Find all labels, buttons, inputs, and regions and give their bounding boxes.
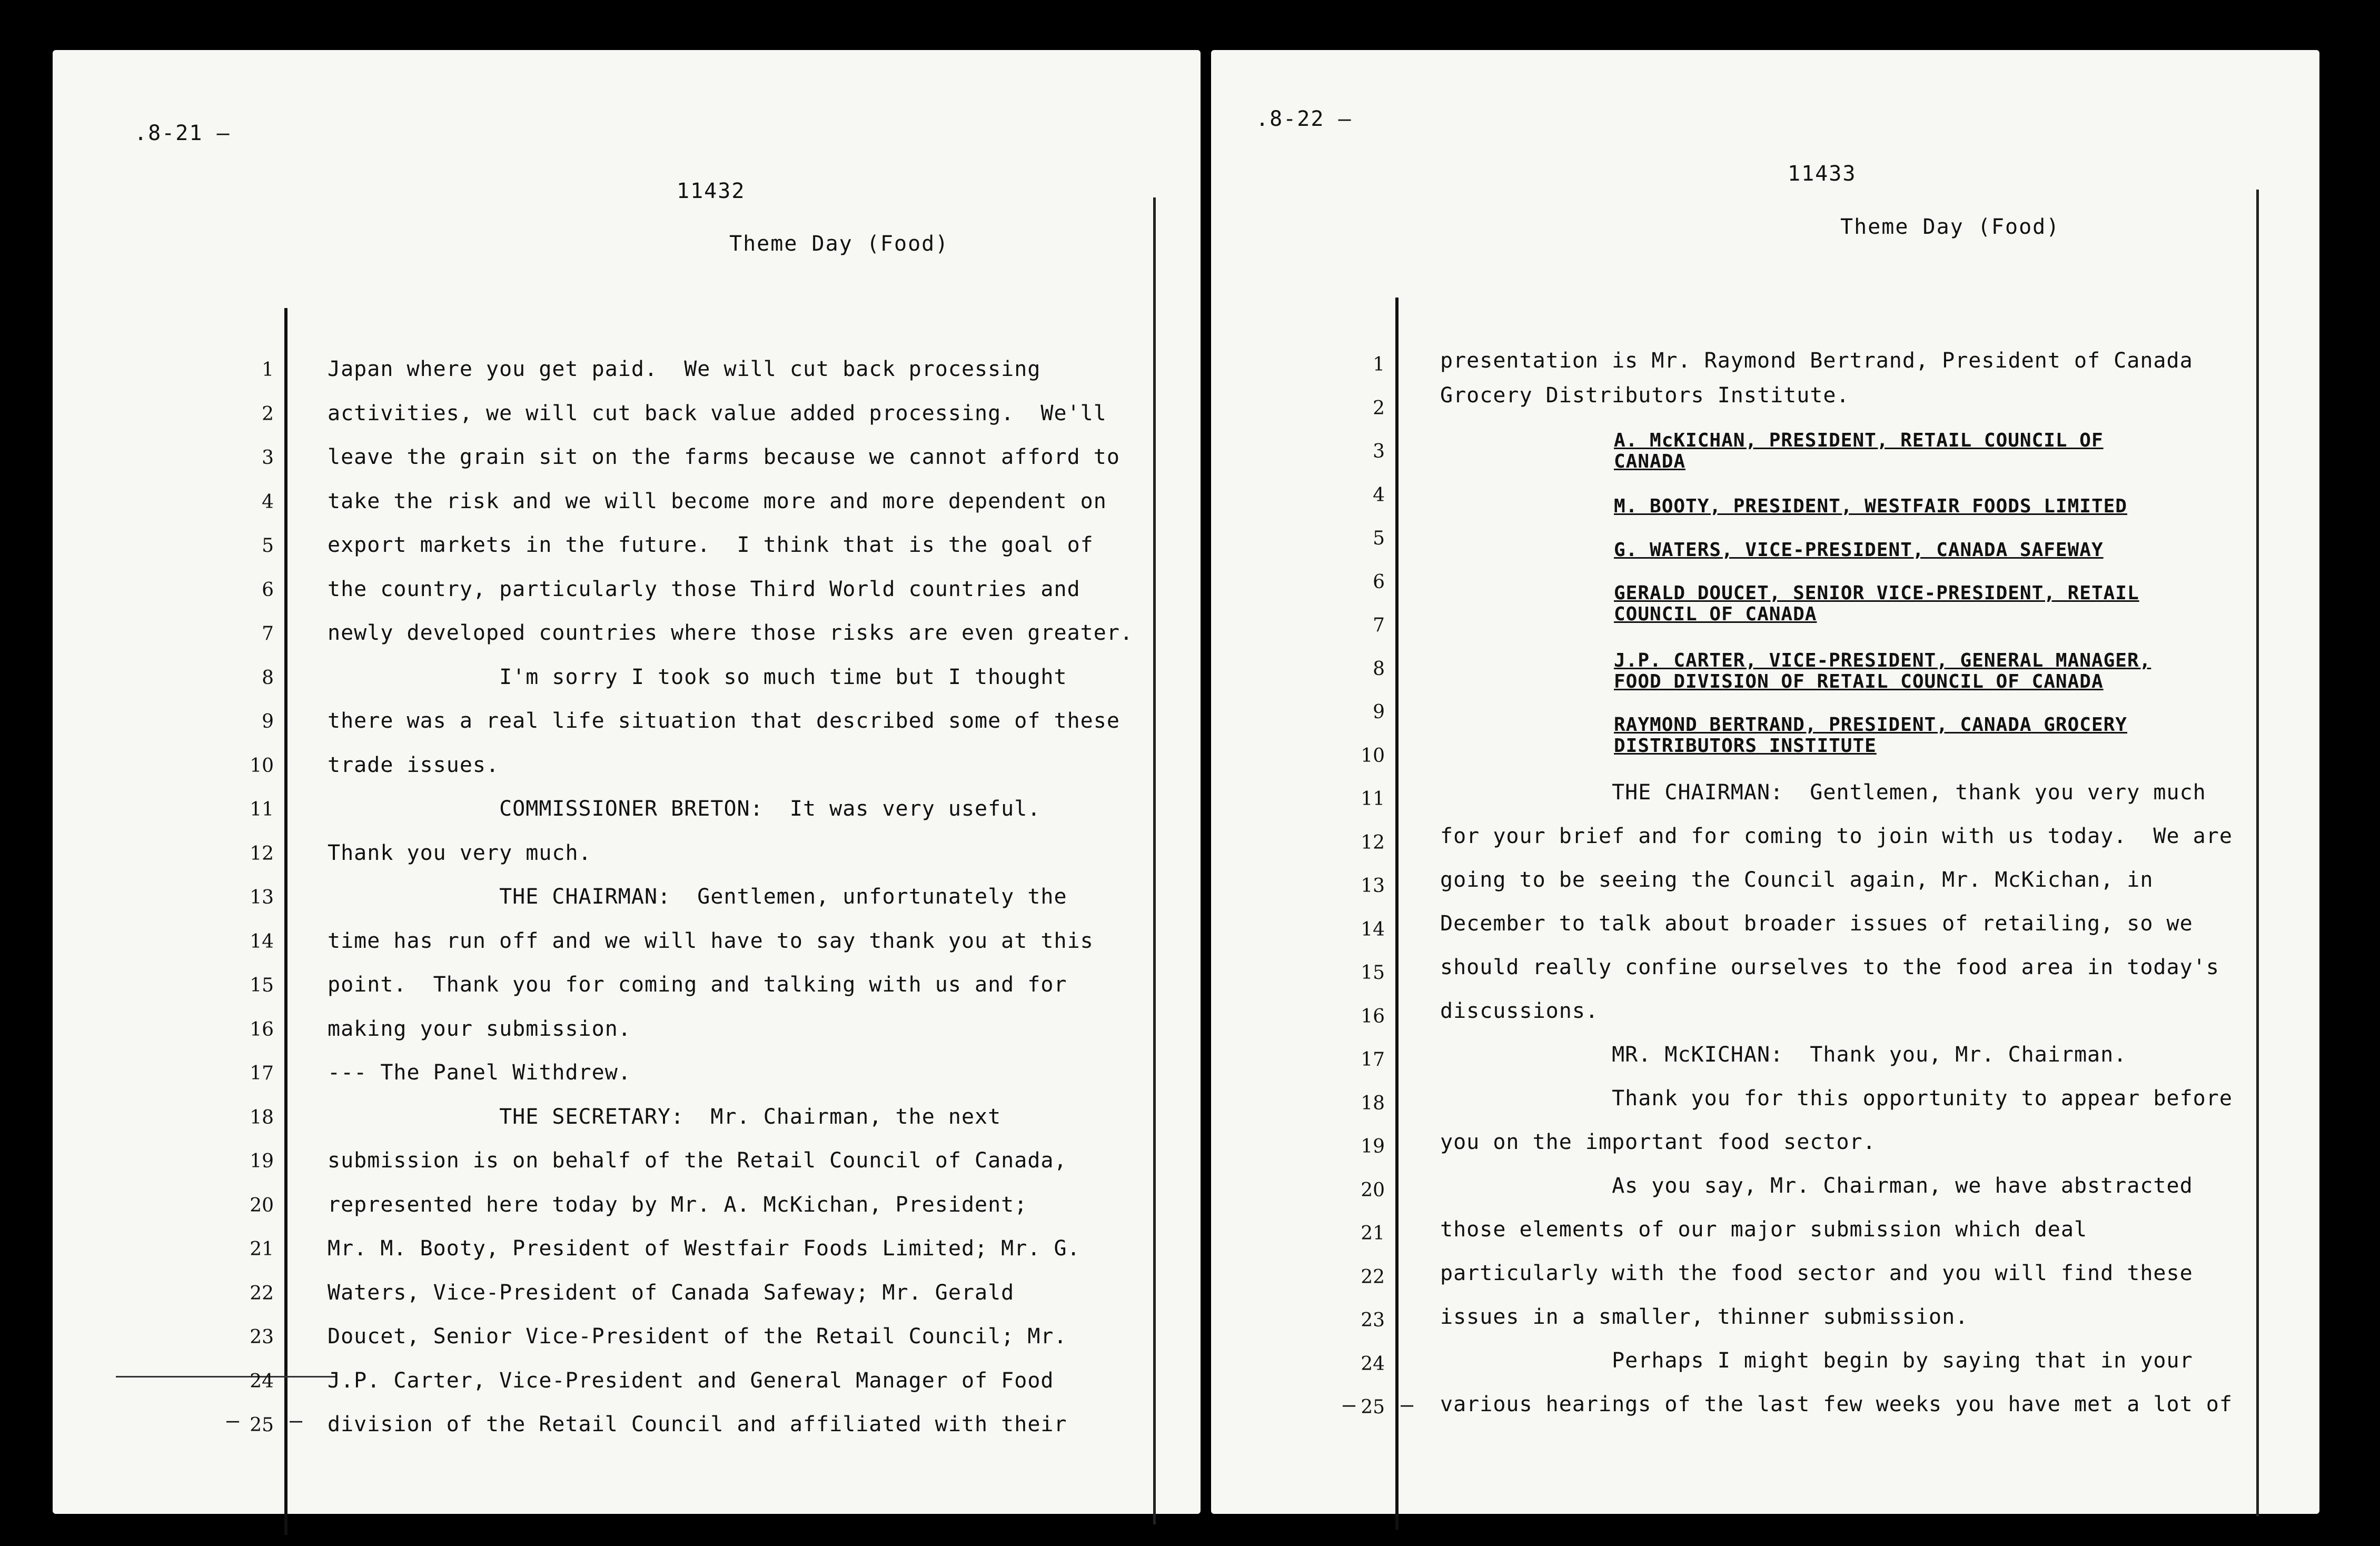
line-number: 9 <box>262 711 274 732</box>
page-code: .8-21 – <box>134 121 231 145</box>
line-number: 11 <box>250 799 274 820</box>
speaker-heading: A. McKICHAN, PRESIDENT, RETAIL COUNCIL OF <box>1614 430 2104 451</box>
transcript-line: leave the grain sit on the farms because we cannot afford to <box>328 445 1120 469</box>
transcript-line: for your brief and for coming to join with us today. We are <box>1440 824 2233 848</box>
line-number: 23 <box>250 1326 274 1348</box>
line-number-margin-rule <box>284 308 287 1535</box>
line-number: 17 <box>1361 1049 1385 1071</box>
speaker-heading: RAYMOND BERTRAND, PRESIDENT, CANADA GROCERY <box>1614 714 2127 736</box>
line-number: 6 <box>1373 571 1385 593</box>
transcript-line: trade issues. <box>328 752 500 777</box>
transcript-line: MR. McKICHAN: Thank you, Mr. Chairman. <box>1440 1043 2127 1067</box>
transcript-line: you on the important food sector. <box>1440 1130 1876 1154</box>
transcript-line: COMMISSIONER BRETON: It was very useful. <box>328 797 1041 821</box>
line-number: 6 <box>262 579 274 601</box>
line-number: 2 <box>1373 397 1385 419</box>
transcript-line: As you say, Mr. Chairman, we have abstracted <box>1440 1174 2193 1198</box>
transcript-line: export markets in the future. I think that is the goal of <box>328 533 1094 557</box>
transcript-line: issues in a smaller, thinner submission. <box>1440 1305 1969 1329</box>
line-number: 8 <box>1373 658 1385 680</box>
line-number: 18 <box>1361 1092 1385 1114</box>
line-number: 1 <box>1373 354 1385 375</box>
page-code: .8-22 – <box>1256 107 1352 131</box>
transcript-page-right <box>1211 50 2319 1514</box>
transcript-line: Mr. M. Booty, President of Westfair Foods Limited; Mr. G. <box>328 1236 1080 1261</box>
transcript-line: Japan where you get paid. We will cut back processing <box>328 357 1041 381</box>
line-number: 11 <box>1361 788 1385 810</box>
line-number: 4 <box>262 491 274 513</box>
transcript-line: particularly with the food sector and you will find these <box>1440 1261 2193 1285</box>
transcript-line: THE CHAIRMAN: Gentlemen, thank you very much <box>1440 780 2206 805</box>
page-number: 11433 <box>1788 162 1857 186</box>
line-number: 3 <box>1373 441 1385 462</box>
line-number: 20 <box>250 1194 274 1216</box>
line-number: 23 <box>1361 1310 1385 1331</box>
line-number: 19 <box>1361 1136 1385 1157</box>
speaker-heading: FOOD DIVISION OF RETAIL COUNCIL OF CANADA <box>1614 671 2104 692</box>
transcript-line: activities, we will cut back value added processing. We'll <box>328 401 1107 425</box>
line-number: 13 <box>250 887 274 908</box>
line-number: 21 <box>1361 1223 1385 1244</box>
line-number: 22 <box>1361 1266 1385 1288</box>
line-number: 17 <box>250 1063 274 1084</box>
line-number: 3 <box>262 447 274 469</box>
line-number: 8 <box>262 667 274 689</box>
margin-dash: – <box>1401 1393 1414 1417</box>
page-title: Theme Day (Food) <box>729 232 949 256</box>
line-number: 13 <box>1361 875 1385 897</box>
line-number: 16 <box>1361 1005 1385 1027</box>
transcript-line: THE CHAIRMAN: Gentlemen, unfortunately the <box>328 885 1067 909</box>
line-number: 10 <box>1361 745 1385 767</box>
line-number: 20 <box>1361 1179 1385 1201</box>
line-number: 4 <box>1373 484 1385 506</box>
line-number: 1 <box>262 359 274 381</box>
transcript-page-left <box>53 50 1201 1514</box>
page-title: Theme Day (Food) <box>1840 215 2060 239</box>
transcript-line: Thank you for this opportunity to appear before <box>1440 1086 2233 1111</box>
line-number: 16 <box>250 1018 274 1040</box>
line-number: 22 <box>250 1282 274 1304</box>
transcript-line: J.P. Carter, Vice-President and General Manager of Food <box>328 1368 1054 1393</box>
transcript-line: point. Thank you for coming and talking with us and for <box>328 973 1067 997</box>
transcript-line: Waters, Vice-President of Canada Safeway; Mr. Gerald <box>328 1280 1015 1305</box>
transcript-line: the country, particularly those Third World countries and <box>328 577 1080 601</box>
transcript-line: Thank you very much. <box>328 840 592 865</box>
speaker-heading: J.P. CARTER, VICE-PRESIDENT, GENERAL MANAGER, <box>1614 650 2151 671</box>
transcript-line: represented here today by Mr. A. McKichan, President; <box>328 1192 1028 1217</box>
speaker-heading: COUNCIL OF CANADA <box>1614 603 1817 625</box>
line-number: 15 <box>1361 962 1385 984</box>
line-number-margin-rule <box>1395 298 1399 1530</box>
line-number: 19 <box>250 1151 274 1172</box>
transcript-line: submission is on behalf of the Retail Council of Canada, <box>328 1148 1067 1173</box>
line-number: 9 <box>1373 701 1385 723</box>
transcript-line: THE SECRETARY: Mr. Chairman, the next <box>328 1104 1001 1129</box>
page-number: 11432 <box>677 179 746 203</box>
speaker-heading: DISTRIBUTORS INSTITUTE <box>1614 735 1877 757</box>
line-number: 24 <box>250 1370 274 1392</box>
transcript-line: newly developed countries where those risks are even greater. <box>328 621 1134 645</box>
margin-dash: — <box>1343 1393 1356 1417</box>
speaker-heading: CANADA <box>1614 451 1686 472</box>
line-number: 15 <box>250 975 274 996</box>
speaker-heading: M. BOOTY, PRESIDENT, WESTFAIR FOODS LIMITED <box>1614 495 2127 517</box>
transcript-line: those elements of our major submission which deal <box>1440 1217 2088 1242</box>
transcript-line: Grocery Distributors Institute. <box>1440 383 1850 408</box>
line-number: 10 <box>250 755 274 777</box>
line-number: 5 <box>262 535 274 557</box>
transcript-line: I'm sorry I took so much time but I thought <box>328 665 1067 689</box>
line-number: 7 <box>262 623 274 645</box>
page-right-rule <box>1153 197 1156 1524</box>
transcript-line: time has run off and we will have to say thank you at this <box>328 928 1094 953</box>
line-number: 18 <box>250 1106 274 1128</box>
transcript-line: Doucet, Senior Vice-President of the Retail Council; Mr. <box>328 1324 1067 1349</box>
line-number: 21 <box>250 1238 274 1260</box>
transcript-line: there was a real life situation that described some of these <box>328 709 1120 733</box>
line-number: 14 <box>1361 918 1385 940</box>
margin-dash: — <box>226 1409 240 1433</box>
line-number: 7 <box>1373 615 1385 636</box>
transcript-line: Perhaps I might begin by saying that in your <box>1440 1349 2193 1373</box>
line-number: 25 <box>1361 1396 1385 1418</box>
margin-dash: – <box>290 1409 303 1433</box>
transcript-line: --- The Panel Withdrew. <box>328 1061 631 1085</box>
speaker-heading: G. WATERS, VICE-PRESIDENT, CANADA SAFEWAY <box>1614 539 2104 561</box>
transcript-line: going to be seeing the Council again, Mr. McKichan, in <box>1440 868 2154 892</box>
transcript-line: division of the Retail Council and affiliated with their <box>328 1412 1067 1436</box>
line-number: 25 <box>250 1414 274 1436</box>
transcript-line: various hearings of the last few weeks you have met a lot of <box>1440 1392 2233 1416</box>
page-right-rule <box>2256 190 2259 1517</box>
line-number: 12 <box>1361 831 1385 854</box>
line-number: 2 <box>262 403 274 425</box>
line-number: 5 <box>1373 528 1385 549</box>
transcript-line: presentation is Mr. Raymond Bertrand, President of Canada <box>1440 349 2193 373</box>
line-number: 12 <box>250 843 274 865</box>
transcript-line: should really confine ourselves to the food area in today's <box>1440 955 2219 979</box>
transcript-line: making your submission. <box>328 1016 631 1041</box>
transcript-line: December to talk about broader issues of retailing, so we <box>1440 911 2193 936</box>
speaker-heading: GERALD DOUCET, SENIOR VICE-PRESIDENT, RETAIL <box>1614 582 2139 604</box>
transcript-line: discussions. <box>1440 999 1599 1023</box>
line-number: 24 <box>1361 1353 1385 1375</box>
transcript-line: take the risk and we will become more and more dependent on <box>328 489 1107 513</box>
line-number: 14 <box>250 930 274 953</box>
